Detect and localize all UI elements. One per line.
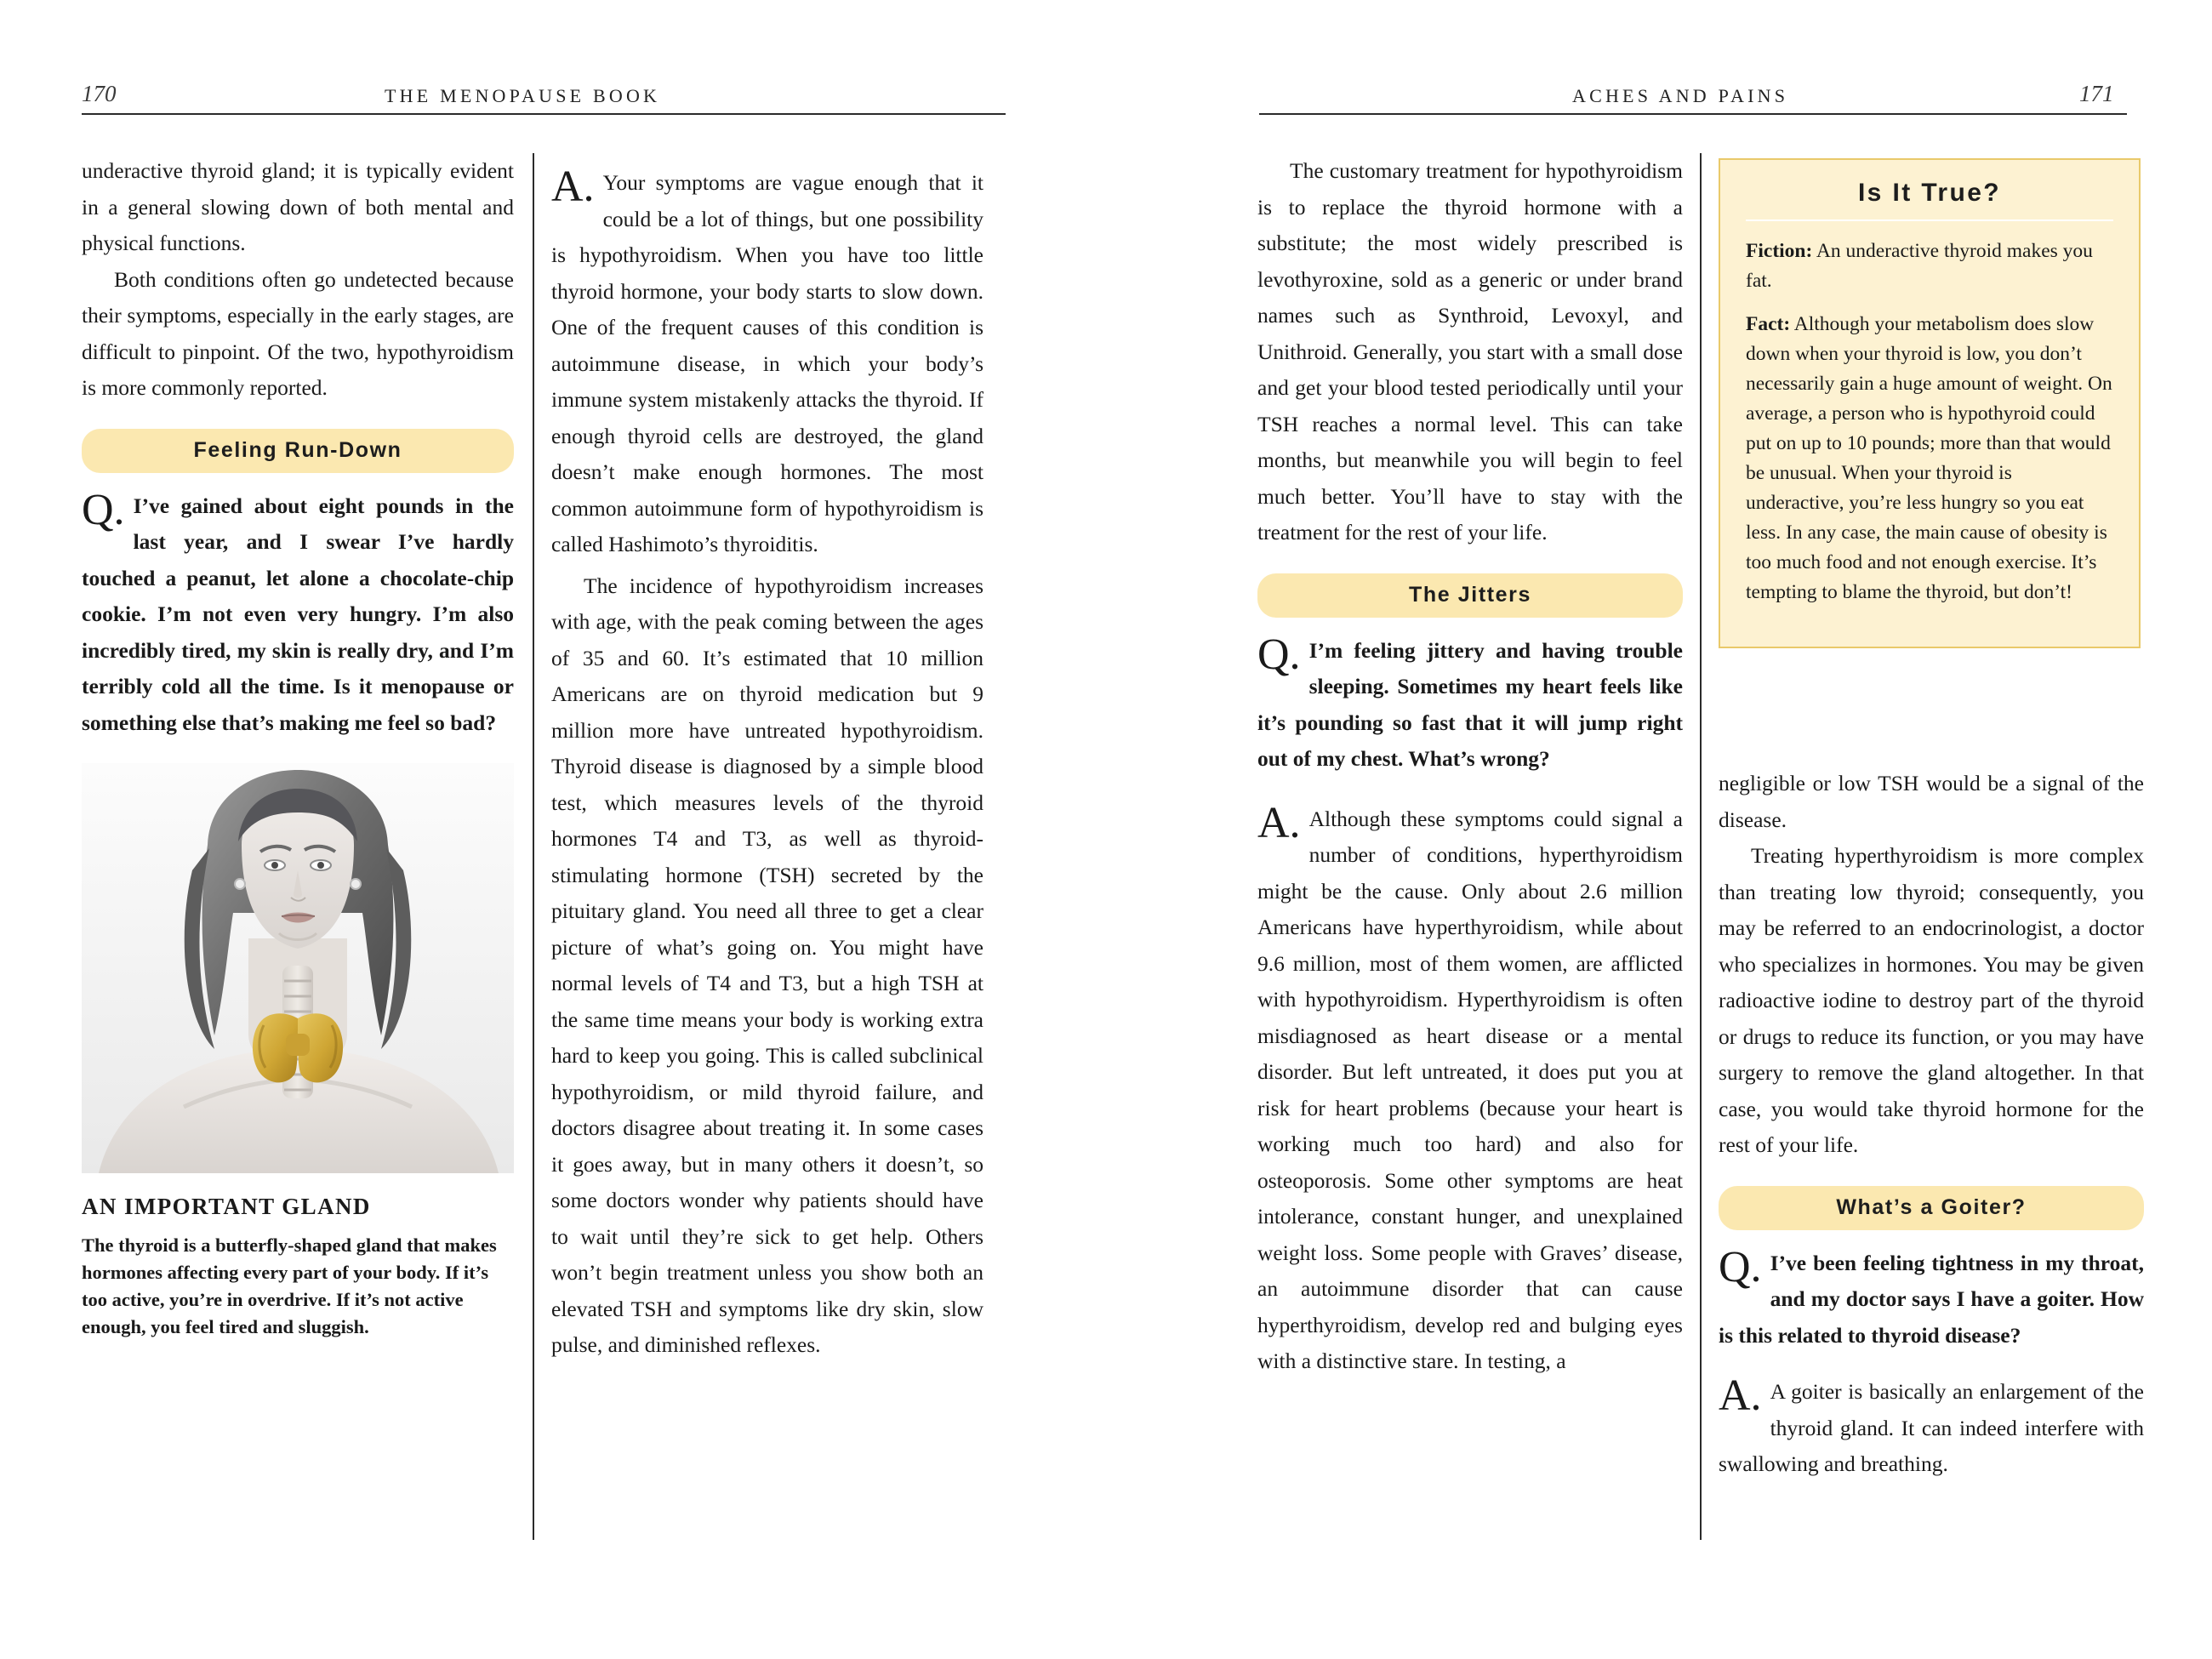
paragraph: Treating hyperthyroidism is more complex than treating low thyroid; consequently, you may be referred to an endocrinologist, a doctor who specializes in hormones. You may be given radioactive iodine to destroy part of the thyroid or drugs to reduce its function, or you may have surgery to remove the gland altogether. In that case, you would take thyroid hormone for the rest of your life. [1719,843,2144,1157]
question-marker: Q. [1257,630,1301,679]
question-block [1257,630,1683,778]
left-column-two [551,153,983,1364]
question-text: I’m feeling jittery and having trouble sleeping. Sometimes my heart feels like it’s pounding so fast that it will jump right out of my chest. What’s wrong? [1257,637,1683,771]
answer-marker: A. [1257,798,1301,847]
left-page-folio [82,73,117,107]
figure-caption-title: AN IMPORTANT GLAND [82,1194,371,1219]
answer-block [1257,798,1683,1380]
figure-important-gland [82,763,514,1341]
question-text: I’ve gained about eight pounds in the last year, and I swear I’ve hardly touched a peanut, let alone a chocolate-chip cookie. I’m not even very hungry. I’m also incredibly tired, my skin is really dry, and I’m terribly cold all the time. Is it menopause or something else that’s making me feel so bad? [82,493,514,735]
column-divider-left [533,153,534,1540]
paragraph: Both conditions often go undetected because their symptoms, especially in the early stages, are difficult to pinpoint. Of the two, hypothyroidism is more commonly reported. [82,266,514,400]
thyroid-illustration [82,763,514,1173]
sidebar-fact-text: Although your metabolism does slow down when your thyroid is low, you don’t necessarily gain a huge amount of weight. On average, a person who is hypothyroid could put on up to 10 pounds; more than that would be unusual. When your thyroid is underactive, you’re less hungry so you eat less. In any case, the main cause of obesity is too much food and not enough exercise. It’s tempting to blame the thyroid, but don’t! [1746,313,2112,603]
answer-text: A goiter is basically an enlargement of the thyroid gland. It can indeed interfere with swallowing and breathing. [1719,1379,2144,1476]
running-title: THE MENOPAUSE BOOK [385,85,661,106]
question-marker: Q. [1719,1242,1762,1291]
section-header-feeling-run-down [82,429,514,473]
sidebar-title: Is It True? [1857,179,2002,207]
sidebar-fiction [1746,237,2113,296]
folio-number: 170 [82,81,117,106]
right-column-two [1719,766,2144,1483]
answer-text: Your symptoms are vague enough that it could be a lot of things, but one possibility is hypothyroidism. When you have too little thyroid hormone, your body starts to slow down. One of the frequent causes of this condition is autoimmune disease, in which your body’s immune system mistakenly attacks the thyroid. If enough thyroid cells are destroyed, the gland doesn’t make enough hormones. The most common autoimmune form of hypothyroidism is called Hashimoto’s thyroiditis. [551,170,983,556]
section-header-label: The Jitters [1408,583,1532,607]
question-text: I’ve been feeling tightness in my throat, and my doctor says I have a goiter. How is this related to thyroid disease? [1719,1250,2144,1348]
sidebar-fact [1746,310,2113,607]
left-running-head [385,73,660,107]
running-title: ACHES AND PAINS [1572,85,1789,106]
sidebar-is-it-true [1719,158,2141,648]
sidebar-fiction-label: Fiction: [1746,240,1813,262]
sidebar-fiction-text: An underactive thyroid makes you fat. [1746,240,2093,292]
answer-marker: A. [551,162,595,211]
answer-text: Although these symptoms could signal a number of conditions, hyperthyroidism might be the cause. Only about 2.6 million Americans have hyperthyroidism, while about 9.6 million, most of them women, are afflicted with hypothyroidism. Hyperthyroidism is often misdiagnosed as heart disease or a mental disorder. But left untreated, it does put you at risk for heart problems (because your heart is working much too hard) and also for osteoporosis. Some other symptoms are heat intolerance, constant hunger, and unexplained weight loss. Some people with Graves’ disease, an autoimmune disorder that can cause hyperthyroidism, develop red and bulging eyes with a distinctive stare. In testing, a [1257,806,1683,1373]
column-divider-right [1700,153,1702,1540]
left-column-one [82,153,514,1341]
right-page-folio [2079,73,2114,107]
paragraph: underactive thyroid gland; it is typically evident in a general slowing down of both mental and physical functions. [82,158,514,255]
section-header-label: Feeling Run-Down [193,438,402,463]
question-block [82,485,514,742]
section-header-label: What’s a Goiter? [1836,1195,2027,1220]
paragraph: negligible or low TSH would be a signal of the disease. [1719,771,2144,832]
answer-block [1719,1371,2144,1483]
sidebar-fact-label: Fact: [1746,313,1791,335]
section-header-the-jitters [1257,573,1683,618]
left-header-rule [82,113,1006,115]
right-running-head [1572,73,1788,107]
question-marker: Q. [82,485,125,534]
paragraph: The customary treatment for hypothyroidism is to replace the thyroid hormone with a substitute; the most widely prescribed is levothyroxine, sold as a generic or under brand names such as Synthroid, Levoxyl, and Unithroid. Generally, you start with a small dose and get your blood tested periodically until your TSH reaches a normal level. This can take months, but meanwhile you will begin to feel much better. You’ll have to stay with the treatment for the rest of your life. [1257,158,1683,544]
question-block [1719,1242,2144,1354]
section-header-whats-a-goiter [1719,1186,2144,1230]
sidebar-divider [1746,219,2113,221]
thyroid-illustration-svg [82,763,514,1173]
answer-block [551,162,983,563]
figure-caption-body: The thyroid is a butterfly-shaped gland that makes hormones affecting every part of your body. If it’s too active, you’re in overdrive. If it’s not active enough, you feel tired and sluggish. [82,1234,497,1337]
paragraph: The incidence of hypothyroidism increases with age, with the peak coming between the ages of 35 and 60. It’s estimated that 10 million Americans are on thyroid medication but 9 million more have untreated hypothyroidism. Thyroid disease is diagnosed by a simple blood test, which measures levels of the thyroid hormones T4 and T3, as well as thyroid-stimulating hormone (TSH) secreted by the pituitary gland. You need all three to get a clear picture of what’s going on. You might have normal levels of T4 and T3, but a high TSH at the same time means your body is working extra hard to keep you going. This is called subclinical hypothyroidism, or mild thyroid failure, and doctors disagree about treating it. In some cases it goes away, but in many others it doesn’t, so some doctors wonder why patients should have to wait until they’re sick to get help. Others won’t begin treatment unless you show both an elevated TSH and symptoms like dry skin, slow pulse, and diminished reflexes. [551,573,983,1357]
right-header-rule [1259,113,2127,115]
answer-marker: A. [1719,1371,1762,1420]
right-column-one [1257,153,1683,1380]
folio-number: 171 [2079,81,2114,106]
